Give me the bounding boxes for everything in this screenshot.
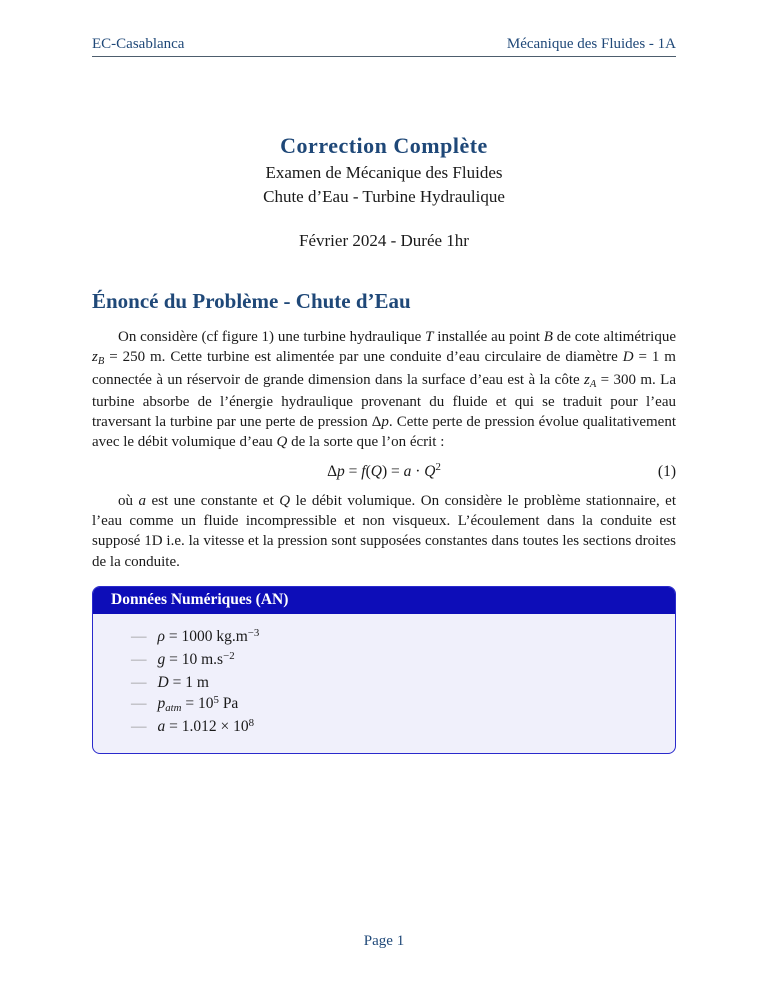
paragraph-intro: On considère (cf figure 1) une turbine hydraulique T installée au point B de cote altimétrique $z_B = 250$ m. Cette turbine est alimentée par une conduite d’eau circulaire de diamètre D = 1 m connectée à un réservoir de grande dimension dans la surface d’eau est à la côte $z_A = 300$ m. La turbine absorbe de l’énergie hydraulique provenant du fluide et qui se traduit pour l’eau traversant la turbine par une perte de pression Δp. Cette perte de pression évolue qualitativement avec le débit volumique d’eau Q de la sorte que l’on écrit : [92,329,676,451]
section-heading: Énoncé du Problème - Chute d’Eau [92,289,411,313]
item-dash: — [131,627,147,645]
equation-number: (1) [657,462,676,480]
data-box-title: Données Numériques (AN) [93,587,675,614]
data-item-g [131,649,657,672]
data-item-value: $a = 1.012 \times 10^8$ [157,716,255,735]
numerical-data-box [92,586,676,754]
running-header [92,36,676,53]
item-dash: — [131,717,147,735]
equation-body: $\Delta p = f(Q) = a \cdot Q^2$ [327,461,441,480]
data-item-d [131,672,657,693]
header-left: EC-Casablanca [92,36,185,52]
data-box-body [93,614,675,753]
data-item-patm [131,693,657,716]
paragraph-assumptions: où a est une constante et Q le débit volumique. On considère le problème stationnaire, et l’eau comme un fluide incompressible et non visqueux. L’écoulement dans la conduite est supposé 1D i.e. la vitesse et la pression sont supposées constantes dans toutes les sections droites de la conduite. [92,492,677,570]
data-item-a [131,716,657,739]
header-rule [92,56,676,57]
item-dash: — [131,694,147,712]
page-number: Page 1 [363,933,405,949]
document-title: Correction Complète [280,133,488,158]
date-line: Février 2024 - Durée 1hr [299,231,469,250]
header-right: Mécanique des Fluides - 1A [506,36,676,52]
item-dash: — [131,673,147,691]
data-item-value: $p_{atm} = 10^5$ Pa [157,693,239,715]
data-item-value: D = 1 m [157,673,209,691]
page-content [92,36,676,754]
data-item-rho [131,626,657,649]
subtitle-exam: Examen de Mécanique des Fluides [265,163,503,182]
equation [92,460,676,485]
data-item-value: g = 10 $m.s^{-2}$ [157,649,235,668]
item-dash: — [131,650,147,668]
subtitle-topic: Chute d’Eau - Turbine Hydraulique [263,187,505,206]
title-block [92,133,676,251]
data-item-value: ρ = 1000 $kg.m^{-3}$ [157,626,260,645]
